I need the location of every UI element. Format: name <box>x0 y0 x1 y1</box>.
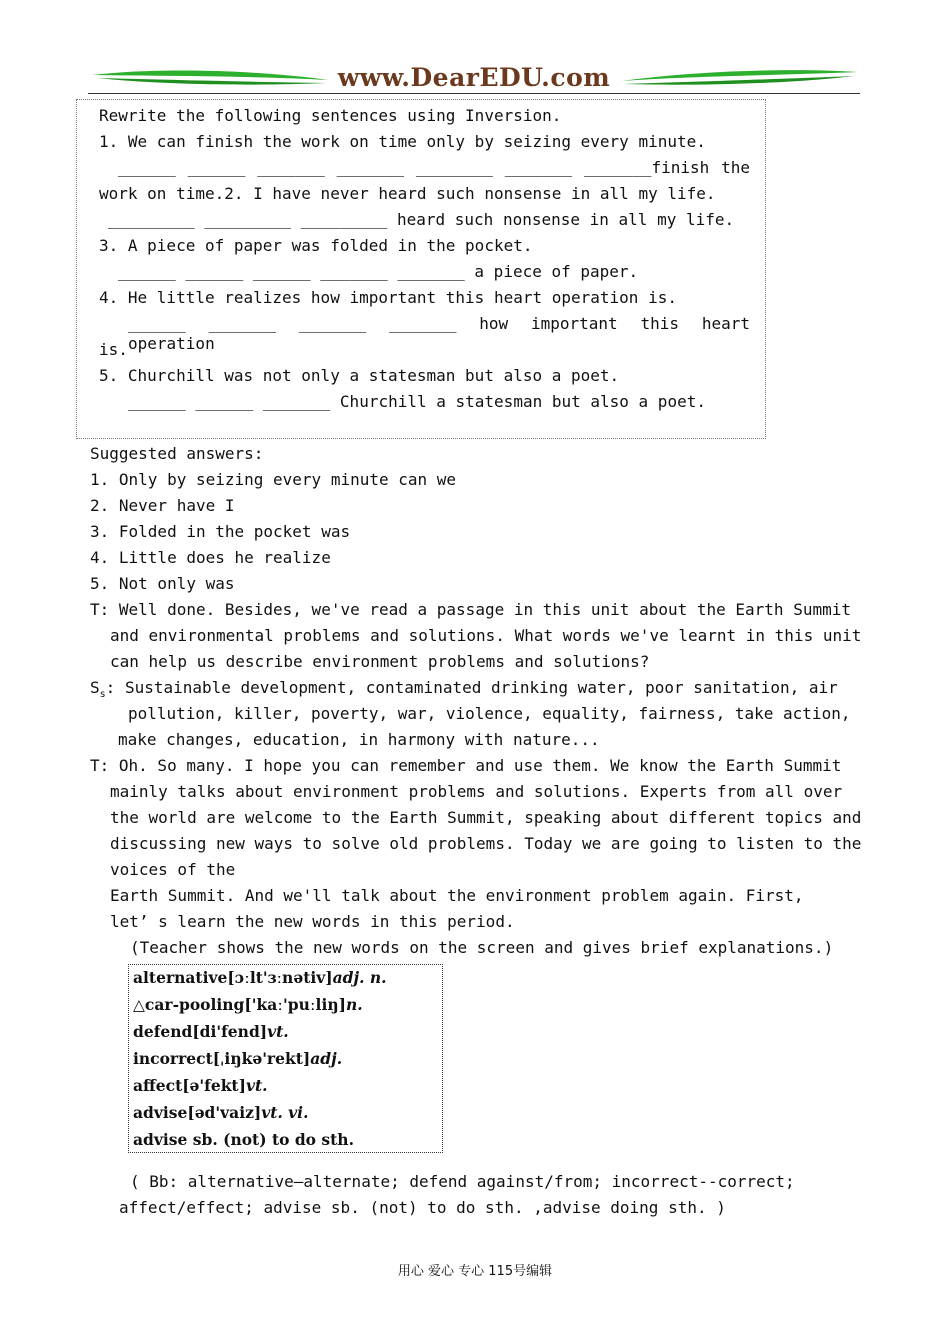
answers-title: Suggested answers: <box>90 444 264 463</box>
answer-item: 3. Folded in the pocket was <box>90 522 351 541</box>
teacher-line: the world are welcome to the Earth Summit, speaking about different topics and <box>110 808 862 827</box>
question-1-cont-question-2: work on time.2. I have never heard such nonsense in all my life. <box>99 184 716 203</box>
students-line: $S_s$: Sustainable development, contaminated drinking water, poor sanitation, air <box>90 678 838 701</box>
question-3: 3. A piece of paper was folded in the pocket. <box>99 236 533 255</box>
question-4-end: is. <box>99 340 128 359</box>
page-footer: 用心 爱心 专心 115号编辑 <box>397 1264 553 1279</box>
question-1: 1. We can finish the work on time only by seizing every minute. <box>99 132 706 151</box>
answer-item: 5. Not only was <box>90 574 235 593</box>
board-note: affect/effect; advise sb. (not) to do sth. ,advise doing sth. ) <box>119 1198 726 1217</box>
question-4-blanks: ______ _______ _______ _______ how important this heart operation <box>128 314 750 353</box>
green-swoosh-left-icon <box>90 66 330 88</box>
teacher-line: T: Well done. Besides, we've read a passage in this unit about the Earth Summit <box>90 600 851 619</box>
teacher-note: (Teacher shows the new words on the screen and gives brief explanations.) <box>130 938 834 957</box>
green-swoosh-right-icon <box>620 66 860 88</box>
vocab-item: defend[di'fend]vt. <box>133 1022 289 1041</box>
vocab-item: affect[ə'fekt]vt. <box>133 1076 268 1095</box>
answer-item: 4. Little does he realize <box>90 548 331 567</box>
teacher-line: let’ s learn the new words in this period. <box>110 912 515 931</box>
header-rule <box>88 93 860 94</box>
teacher-line: can help us describe environment problems and solutions? <box>110 652 650 671</box>
students-line: pollution, killer, poverty, war, violence, equality, fairness, take action, <box>128 704 851 723</box>
exercise-instruction: Rewrite the following sentences using Inversion. <box>99 106 562 125</box>
question-5: 5. Churchill was not only a statesman but also a poet. <box>99 366 620 385</box>
site-logo-text: www.DearEDU.com <box>337 63 611 92</box>
teacher-line: Earth Summit. And we'll talk about the environment problem again. First, <box>110 886 804 905</box>
answer-item: 2. Never have I <box>90 496 235 515</box>
board-note: ( Bb: alternative—alternate; defend against/from; incorrect--correct; <box>130 1172 795 1191</box>
students-subscript: s <box>99 689 106 701</box>
question-3-blanks: ______ ______ ______ _______ _______ a piece of paper. <box>118 262 639 281</box>
question-1-blanks: ______ ______ _______ _______ ________ _______ _______finish the <box>118 158 750 177</box>
vocabulary-box <box>128 964 443 1153</box>
vocab-item: advise sb. (not) to do sth. <box>133 1130 354 1149</box>
question-2-blanks: _________ _________ _________ heard such nonsense in all my life. <box>108 210 735 229</box>
teacher-line: discussing new ways to solve old problems. Today we are going to listen to the <box>110 834 862 853</box>
vocab-item: advise[əd'vaiz]vt. vi. <box>133 1103 309 1122</box>
question-4: 4. He little realizes how important this heart operation is. <box>99 288 677 307</box>
teacher-line: and environmental problems and solutions. What words we've learnt in this unit <box>110 626 862 645</box>
students-line: make changes, education, in harmony with nature... <box>118 730 600 749</box>
answer-item: 1. Only by seizing every minute can we <box>90 470 457 489</box>
question-5-blanks: ______ ______ _______ Churchill a statesman but also a poet. <box>128 392 706 411</box>
teacher-line: voices of the <box>110 860 236 879</box>
vocab-item: △car-pooling['kaː'puːliŋ]n. <box>133 995 363 1014</box>
page-header <box>88 62 860 94</box>
teacher-line: mainly talks about environment problems and solutions. Experts from all over <box>110 782 843 801</box>
vocab-item: alternative[ɔːlt'ɜːnətiv]adj. n. <box>133 968 387 987</box>
teacher-line: T: Oh. So many. I hope you can remember and use them. We know the Earth Summit <box>90 756 842 775</box>
vocab-item: incorrect[ˌiŋkə'rekt]adj. <box>133 1049 343 1068</box>
